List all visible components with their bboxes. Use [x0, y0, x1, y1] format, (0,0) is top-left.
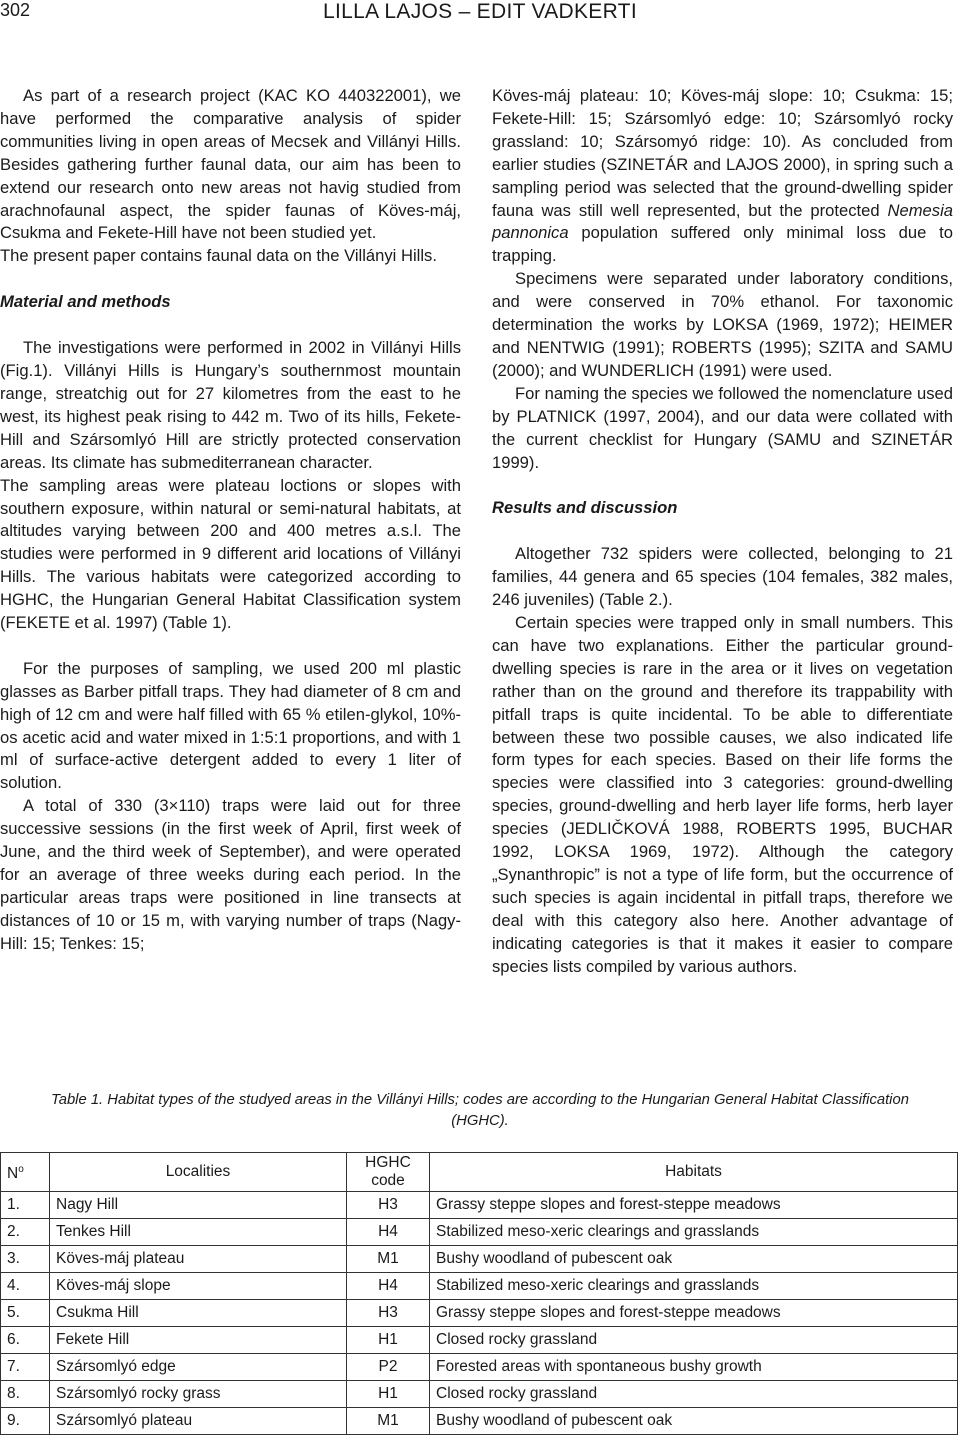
- cell-habitat: Stabilized meso-xeric clearings and grasslands: [430, 1273, 958, 1300]
- table-row: [1, 1327, 958, 1354]
- cell-number: 9.: [1, 1408, 50, 1435]
- cell-number: 1.: [1, 1192, 50, 1219]
- header-localities: Localities: [50, 1153, 347, 1192]
- table-row: [1, 1381, 958, 1408]
- page-header: [0, 0, 960, 30]
- table-row: [1, 1354, 958, 1381]
- table-body: [1, 1192, 958, 1435]
- sessions-paragraph: A total of 330 (3×110) traps were laid out for three successive sessions (in the first week of April, first week of June, and the third week of September), and were operated for an average of three weeks during each period. In the particular areas traps were positioned in line transects at distances of 10 or 15 m, with varying number of traps (Nagy-Hill: 15; Tenkes: 15;: [0, 796, 461, 953]
- page-number: 302: [0, 0, 31, 20]
- header-number: $N^o$: [1, 1153, 50, 1192]
- cell-locality: Szársomlyó edge: [50, 1354, 347, 1381]
- study-area-paragraph: The investigations were performed in 2002 in Villányi Hills (Fig.1). Villányi Hills is Hungary’s southernmost mountain range, streatchig out for 27 kilometres from the east to he west, its highest peak rising to 442 m. Two of its hills, Fekete-Hill and Szársomlyó Hill are strictly protected conservation areas. Its climate has submediterranean character.: [0, 338, 461, 472]
- intro-paragraph: As part of a research project (KAC KO 440322001), we have performed the comparative analysis of spider communities living in open areas of Mecsek and Villányi Hills. Besides gathering further faunal data, our aim has been to extend our research onto new areas not havig studied from arachnofaunal aspect, the spider faunas of Köves-máj, Csukma and Fekete-Hill have not been studied yet.: [0, 86, 461, 243]
- cell-number: 2.: [1, 1219, 50, 1246]
- cell-number: 4.: [1, 1273, 50, 1300]
- table-caption: Table 1. Habitat types of the studyed areas in the Villányi Hills; codes are according to the Hungarian General Habitat Classification (HGHC).: [51, 1092, 909, 1129]
- right-column: [492, 85, 953, 979]
- cell-habitat: Grassy steppe slopes and forest-steppe meadows: [430, 1300, 958, 1327]
- specimens-paragraph: Specimens were separated under laboratory conditions, and were conserved in 70% ethanol. For taxonomic determination the works by LOKSA (1969, 1972); HEIMER and NENTWIG (1991); ROBERTS (1995); SZITA and SAMU (2000); and WUNDERLICH (1991) were used.: [492, 269, 953, 380]
- trap-counts-paragraph: [492, 85, 953, 268]
- table-row: [1, 1408, 958, 1435]
- traps-paragraph: For the purposes of sampling, we used 200 ml plastic glasses as Barber pitfall traps. They had diameter of 8 cm and high of 12 cm and were half filled with 65 % etilen-glykol, 10%-os acetic acid and water mixed in 1:5:1 proportions, and with 1 ml of surface-active detergent added to every 1 liter of solution.: [0, 658, 461, 793]
- cell-number: 6.: [1, 1327, 50, 1354]
- cell-locality: Nagy Hill: [50, 1192, 347, 1219]
- table-row: [1, 1219, 958, 1246]
- cell-code: H1: [347, 1381, 430, 1408]
- cell-locality: Köves-máj plateau: [50, 1246, 347, 1273]
- life-form-paragraph: Certain species were trapped only in small numbers. This can have two explanations. Either the particular ground-dwelling species is rare in the area or it lives on vegetation rather than on the ground and therefore its trappability with pitfall traps is quite incidental. To be able to differentiate between these two possible causes, we also indicated life form types for each species. Based on their life forms the species were classified into 3 categories: ground-dwelling species, ground-dwelling and herb layer life forms, herb layer species (JEDLIČKOVÁ 1988, ROBERTS 1995, BUCHAR 1992, LOKSA 1969, 1972). Although the category „Synanthropic” is not a type of life form, but the occurrence of such species is again incidental in pitfall traps, therefore we deal with this category also here. Another advantage of indicating categories is that it makes it easier to compare species lists compiled by various authors.: [492, 613, 953, 976]
- table-row: [1, 1192, 958, 1219]
- cell-number: 7.: [1, 1354, 50, 1381]
- cell-code: H4: [347, 1219, 430, 1246]
- table-row: [1, 1246, 958, 1273]
- sampling-areas-paragraph: The sampling areas were plateau loctions or slopes with southern exposure, within natural or semi-natural habitats, at altitudes varying between 200 and 400 metres a.s.l. The studies were performed in 9 different arid locations of Villányi Hills. The various habitats were categorized according to HGHC, the Hungarian General Habitat Classification system (FEKETE et al. 1997) (Table 1).: [0, 475, 461, 633]
- cell-code: H4: [347, 1273, 430, 1300]
- species-name: Nemesia pannonica: [492, 200, 953, 243]
- trap-counts-text-end: population suffered only minimal loss due to trapping.: [492, 223, 953, 266]
- cell-habitat: Forested areas with spontaneous bushy growth: [430, 1354, 958, 1381]
- cell-habitat: Stabilized meso-xeric clearings and grasslands: [430, 1219, 958, 1246]
- cell-number: 3.: [1, 1246, 50, 1273]
- nomenclature-paragraph: For naming the species we followed the nomenclature used by PLATNICK (1997, 2004), and our data were collated with the current checklist for Hungary (SAMU and SZINETÁR 1999).: [492, 383, 953, 472]
- results-summary-paragraph: Altogether 732 spiders were collected, belonging to 21 families, 44 genera and 65 species (104 females, 382 males, 246 juveniles) (Table 2.).: [492, 544, 953, 610]
- cell-locality: Szársomlyó rocky grass: [50, 1381, 347, 1408]
- cell-habitat: Bushy woodland of pubescent oak: [430, 1246, 958, 1273]
- cell-locality: Szársomlyó plateau: [50, 1408, 347, 1435]
- trap-counts-text: Köves-máj plateau: 10; Köves-máj slope: 10; Csukma: 15; Fekete-Hill: 15; Szársomlyó edge: 10; Szársomlyó rocky grassland: 10; Szársomyó ridge: 10). As concluded from earlier studies (SZINETÁR and LAJOS 2000), in spring such a sampling period was selected that the ground-dwelling spider fauna was still well represented, but the protected: [492, 86, 953, 220]
- cell-habitat: Closed rocky grassland: [430, 1327, 958, 1354]
- cell-locality: Csukma Hill: [50, 1300, 347, 1327]
- scope-paragraph: The present paper contains faunal data on the Villányi Hills.: [0, 246, 437, 266]
- cell-number: 8.: [1, 1381, 50, 1408]
- cell-habitat: Closed rocky grassland: [430, 1381, 958, 1408]
- methods-heading: Material and methods: [0, 292, 171, 312]
- cell-code: P2: [347, 1354, 430, 1381]
- cell-number: 5.: [1, 1300, 50, 1327]
- header-code: HGHC code: [347, 1153, 430, 1192]
- cell-code: H3: [347, 1192, 430, 1219]
- cell-code: H1: [347, 1327, 430, 1354]
- cell-locality: Fekete Hill: [50, 1327, 347, 1354]
- habitat-table: [0, 1152, 958, 1435]
- table-row: [1, 1300, 958, 1327]
- cell-code: H3: [347, 1300, 430, 1327]
- cell-code: M1: [347, 1246, 430, 1273]
- header-habitats: Habitats: [430, 1153, 958, 1192]
- table-row: [1, 1273, 958, 1300]
- running-head: LILLA LAJOS – EDIT VADKERTI: [323, 0, 637, 23]
- cell-locality: Köves-máj slope: [50, 1273, 347, 1300]
- cell-habitat: Bushy woodland of pubescent oak: [430, 1408, 958, 1435]
- cell-habitat: Grassy steppe slopes and forest-steppe meadows: [430, 1192, 958, 1219]
- table-header-row: [1, 1153, 958, 1192]
- left-column: [0, 85, 461, 956]
- cell-code: M1: [347, 1408, 430, 1435]
- cell-locality: Tenkes Hill: [50, 1219, 347, 1246]
- results-heading: Results and discussion: [492, 498, 678, 518]
